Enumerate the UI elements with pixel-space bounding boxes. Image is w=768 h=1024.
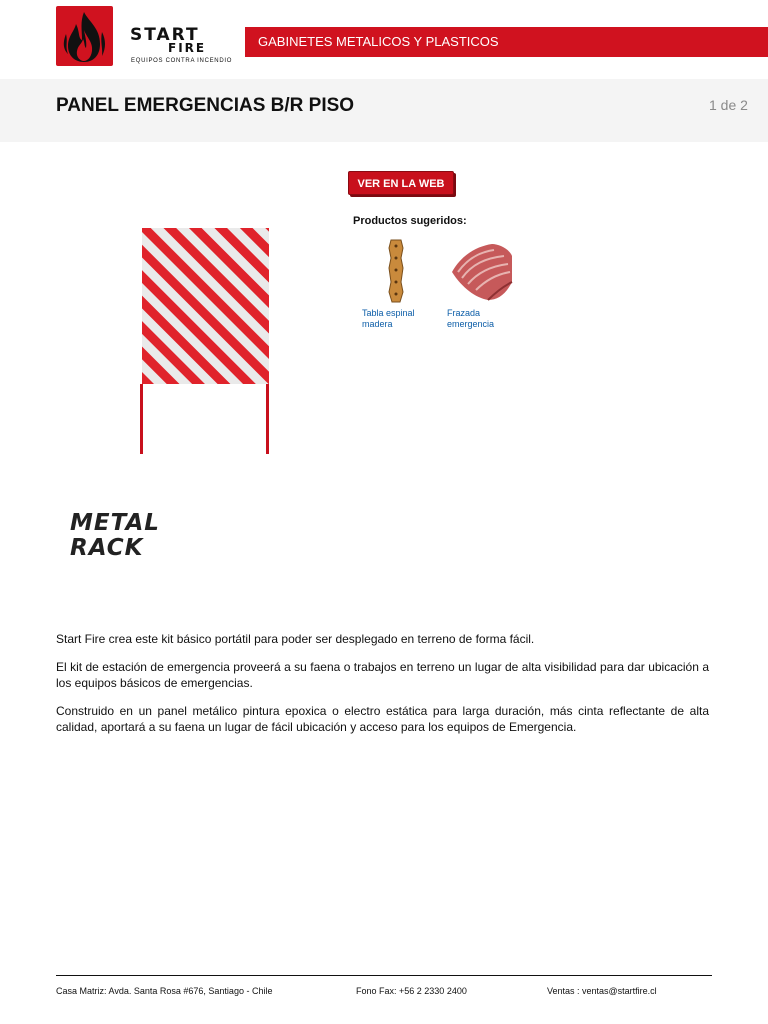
page-title: PANEL EMERGENCIAS B/R PISO [56,95,355,116]
start-fire-logo [56,6,113,66]
description-paragraph-2: El kit de estación de emergencia proveerá a su faena o trabajos en terreno un lugar de alta visibilidad para dar ubicación a los equipos básicos de emergencias. [56,660,709,690]
metal-rack-logo-line2: RACK [70,535,144,561]
ver-en-la-web-button[interactable]: VER EN LA WEB [348,171,454,195]
blanket-icon[interactable] [448,242,514,302]
spine-board-icon[interactable] [384,238,408,304]
suggested-item-label-line1[interactable]: Tabla espinal [362,308,415,318]
footer-divider [56,975,712,976]
suggested-item-label-line2[interactable]: madera [362,319,393,329]
suggested-item-label-line2[interactable]: emergencia [447,319,495,329]
suggested-item-blanket[interactable] [447,308,517,330]
footer-phone: Fono Fax: +56 2 2330 2400 [356,986,467,996]
category-label: GABINETES METALICOS Y PLASTICOS [258,34,499,49]
description-paragraph-1: Start Fire crea este kit básico portátil para poder ser desplegado en terreno de forma fácil. [56,632,535,646]
description-paragraph-3: Construido en un panel metálico pintura epoxica o electro estática para larga duración, más cinta reflectante de alta calidad, aportará a su faena un lugar de fácil ubicación y acceso para los equipos de Emergencia. [56,704,709,734]
footer-sales-email[interactable]: Ventas : ventas@startfire.cl [547,986,657,996]
brand-fire-text: FIRE [168,41,207,55]
brand-start-text: START [130,25,200,45]
flame-icon [56,6,113,66]
suggested-item-label-line1[interactable]: Frazada [447,308,481,318]
suggested-item-spine-board[interactable] [362,308,432,330]
metal-rack-logo [70,511,170,563]
metal-rack-logo-line1: METAL [70,510,160,536]
page-indicator: 1 de 2 [709,97,748,113]
suggested-products-title: Productos sugeridos: [353,215,467,227]
product-image [136,226,274,456]
footer-address: Casa Matriz: Avda. Santa Rosa #676, Santiago - Chile [56,986,273,996]
brand-tagline: EQUIPOS CONTRA INCENDIO [131,58,233,64]
